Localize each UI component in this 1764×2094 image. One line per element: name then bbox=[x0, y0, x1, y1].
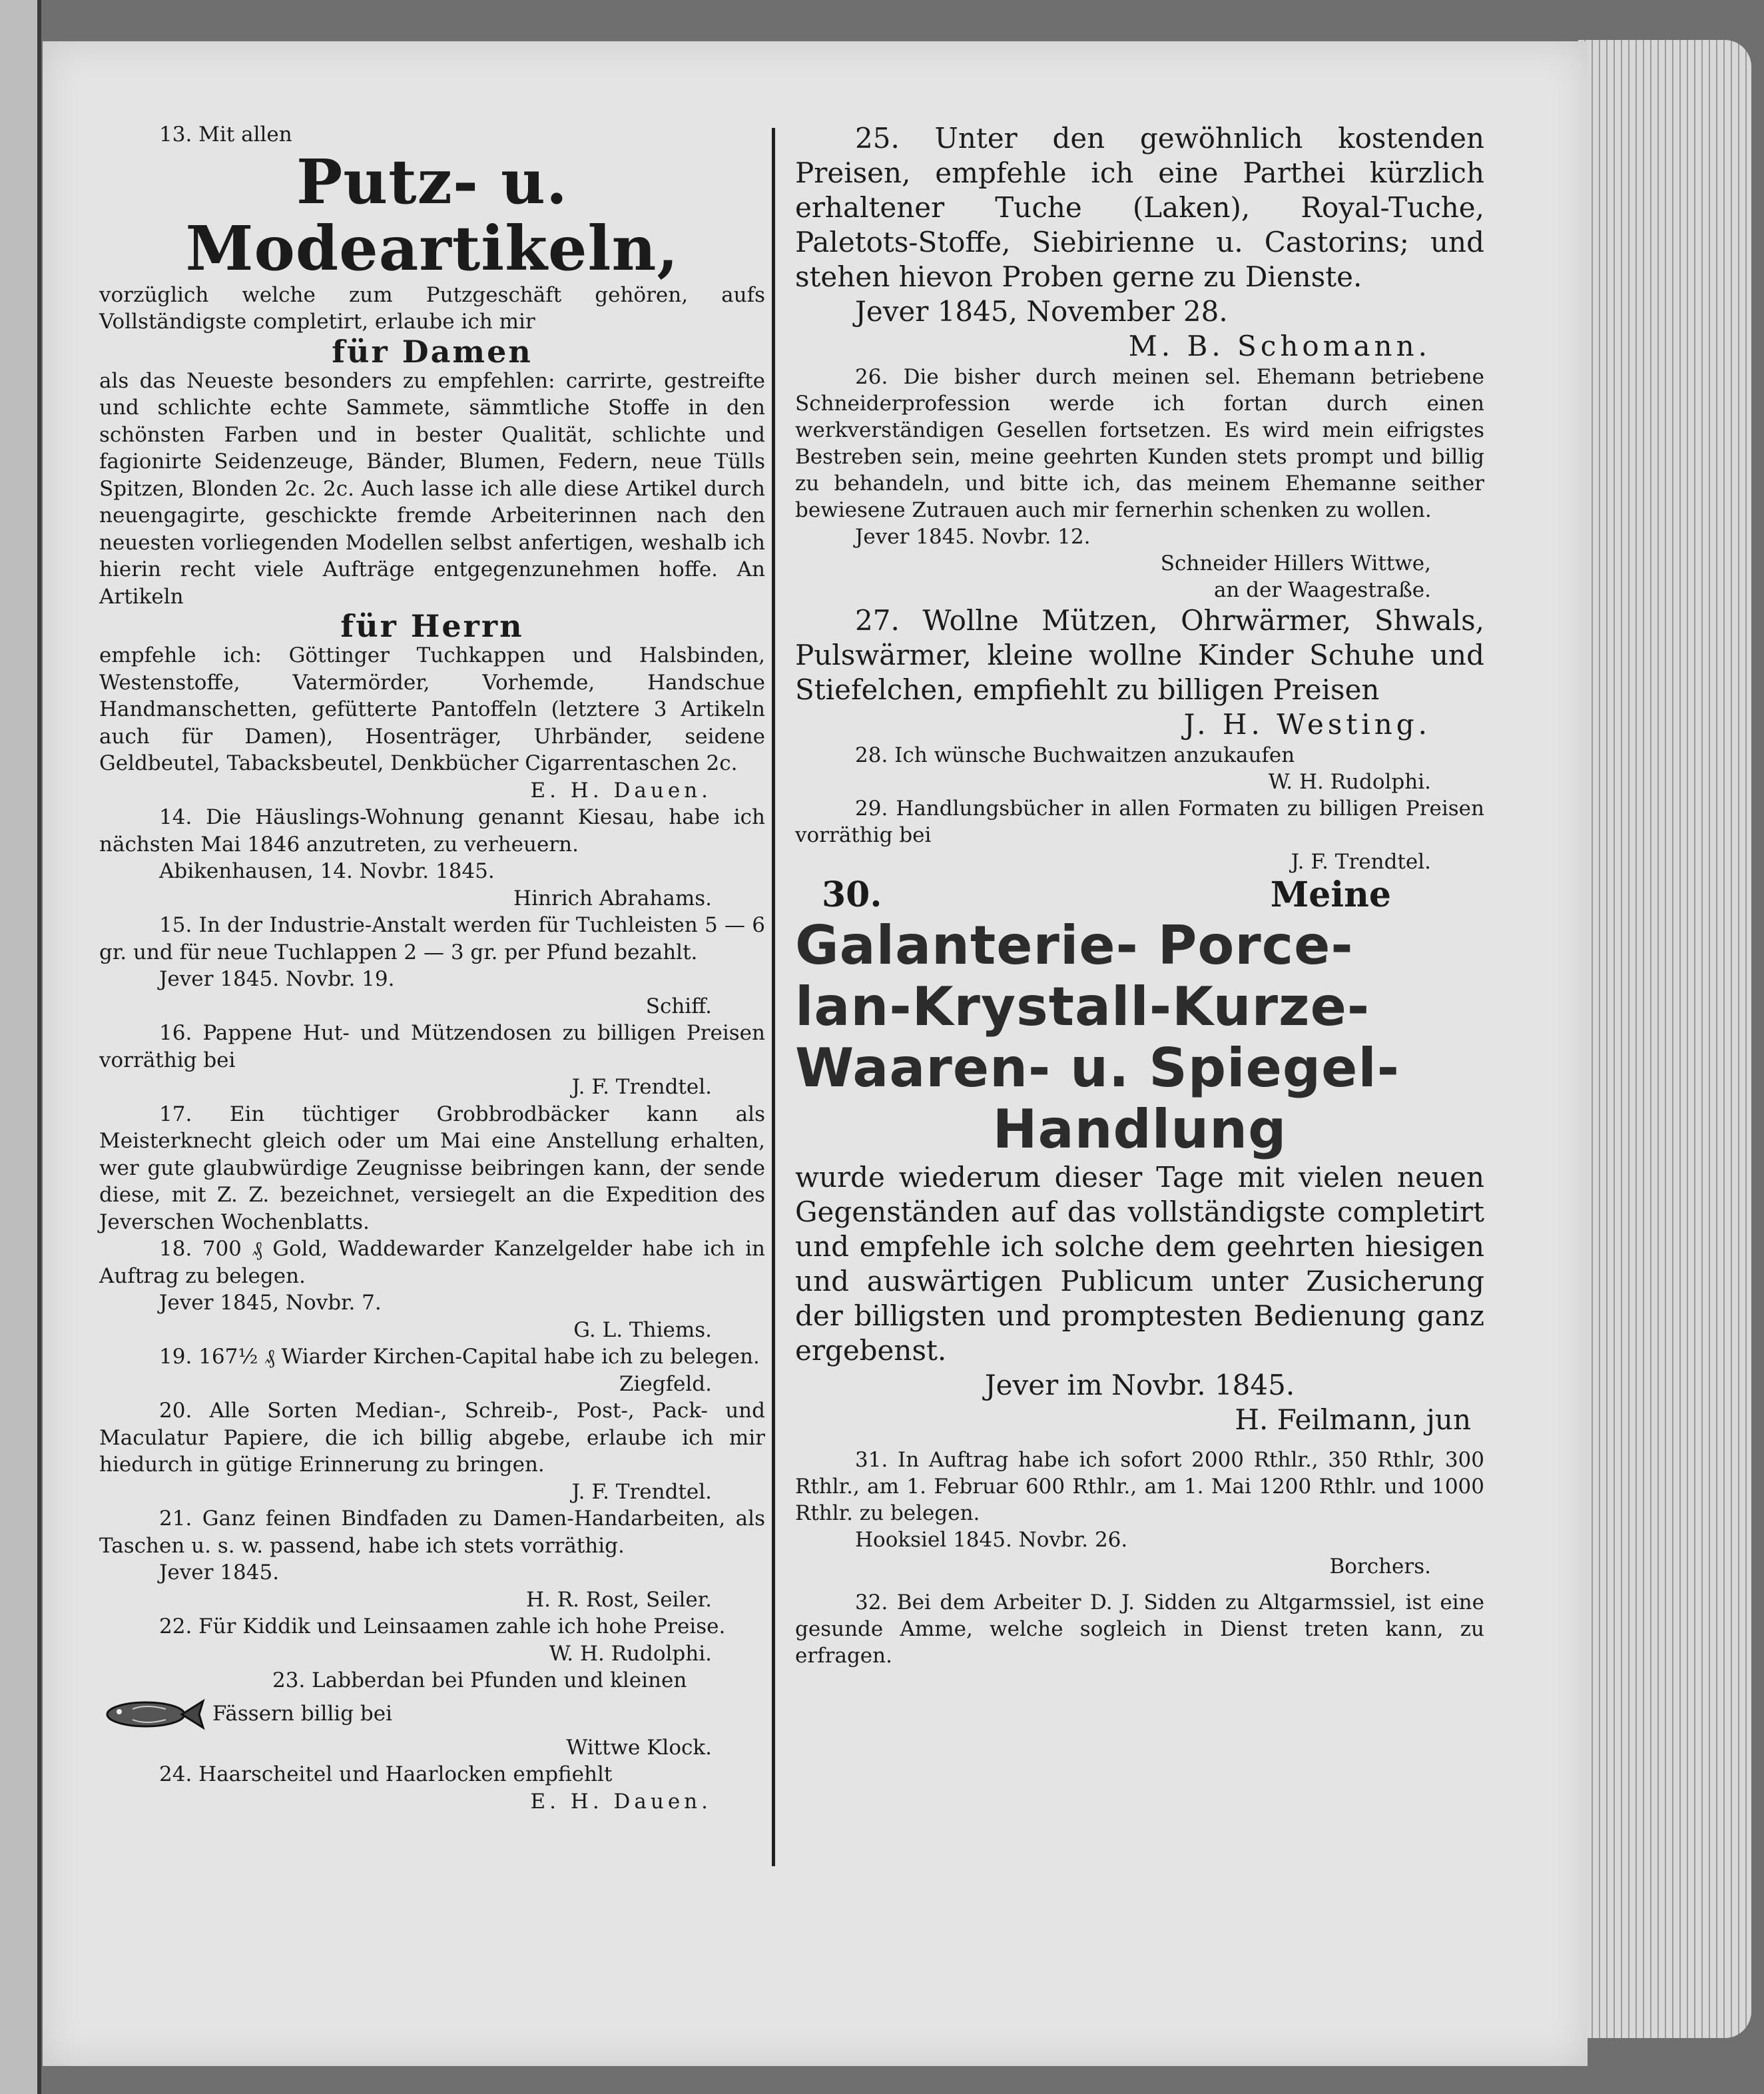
ad-21-signature: H. R. Rost, Seiler. bbox=[526, 1587, 712, 1612]
ad-18-signature: G. L. Thiems. bbox=[573, 1317, 712, 1342]
ad-31-place: Hooksiel 1845. Novbr. 26. bbox=[855, 1528, 1128, 1552]
ad-19-signature: Ziegfeld. bbox=[619, 1371, 712, 1396]
right-column bbox=[795, 121, 1484, 1669]
ad-30-text: wurde wiederum dieser Tage mit vielen neuen Gegenständen auf das vollständigste completirt und empfehle ich solche dem geehrten hiesigen und auswärtigen Publicum unter Zusicherung der billigsten und promptesten Bedienung ganz ergebenst. bbox=[795, 1161, 1484, 1367]
ad-19-text: 19. 167½ ₰ Wiarder Kirchen-Capital habe ich zu belegen. bbox=[159, 1345, 760, 1369]
ad-30-title-line-1: Galanterie- Porce- bbox=[795, 914, 1354, 976]
ad-18-place: Jever 1845, Novbr. 7. bbox=[159, 1291, 382, 1315]
ad-26-signature-1: Schneider Hillers Wittwe, bbox=[1160, 551, 1431, 575]
ad-25-signature: M. B. Schomann. bbox=[1128, 330, 1431, 362]
ad-22-text: 22. Für Kiddik und Leinsaamen zahle ich hohe Preise. bbox=[159, 1614, 726, 1638]
ad-29-text: 29. Handlungsbücher in allen Formaten zu billigen Preisen vorräthig bei bbox=[795, 797, 1484, 847]
ad-21-place: Jever 1845. bbox=[159, 1561, 280, 1584]
ad-32-text: 32. Bei dem Arbeiter D. J. Sidden zu Altgarmssiel, ist eine gesunde Amme, welche sogleich in Dienst treten kann, zu erfragen. bbox=[795, 1590, 1484, 1668]
ad-31-text: 31. In Auftrag habe ich sofort 2000 Rthlr., 350 Rthlr, 300 Rthlr., am 1. Februar 600 Rthlr., am 1. Mai 1200 Rthlr. und 1000 Rthlr. zu belegen. bbox=[795, 1448, 1484, 1525]
ad-13-text-2: als das Neueste besonders zu empfehlen: carrirte, gestreifte und schlichte echte Sammete, sämmtliche Stoffe in den schönsten Farben und in bester Qualität, schlichte und fagionirte Seidenzeuge, Bänder, Blumen, Federn, neue Tülls Spitzen, Blonden 2c. 2c. Auch lasse ich alle diese Artikel durch neuengagirte, geschickte fremde Arbeiterinnen nach den neuesten vorliegenden Modellen selbst anfertigen, weshalb ich hierin recht viele Aufträge entgegenzunehmen hoffe. An Artikeln bbox=[99, 368, 765, 609]
ad-30-number: 30. bbox=[822, 874, 882, 915]
ad-23-line-2-row bbox=[99, 1694, 765, 1734]
ad-13-headline: Putz- u. Modeartikeln, bbox=[185, 145, 679, 284]
ad-30-signature: H. Feilmann, jun bbox=[1235, 1403, 1471, 1436]
ad-28-signature: W. H. Rudolphi. bbox=[1268, 770, 1431, 794]
ad-13-intro: 13. Mit allen bbox=[159, 123, 292, 147]
ad-26-signature-2: an der Waagestraße. bbox=[1213, 578, 1431, 602]
ad-24-text: 24. Haarscheitel und Haarlocken empfiehlt bbox=[159, 1762, 613, 1786]
ad-18-text: 18. 700 ₰ Gold, Waddewarder Kanzelgelder habe ich in Auftrag zu belegen. bbox=[99, 1237, 765, 1288]
ad-16-signature: J. F. Trendtel. bbox=[571, 1075, 712, 1099]
newspaper-page bbox=[43, 41, 1588, 2066]
ad-20-text: 20. Alle Sorten Median-, Schreib-, Post-, Pack- und Maculatur Papiere, die ich billig abgebe, erlaube ich mir hiedurch in gütige Erinnerung zu bringen. bbox=[99, 1399, 765, 1477]
ad-15-place: Jever 1845. Novbr. 19. bbox=[159, 967, 395, 991]
ad-28-text: 28. Ich wünsche Buchwaitzen anzukaufen bbox=[855, 743, 1295, 767]
left-column bbox=[99, 121, 765, 1815]
ad-17-text: 17. Ein tüchtiger Grobbrodbäcker kann als Meisterknecht gleich oder um Mai eine Anstellung erhalten, wer gute glaubwürdige Zeugnisse beibringen kann, der sende diese, mit Z. Z. bezeichnet, versiegelt an die Expedition des Jeverschen Wochenblatts. bbox=[99, 1102, 765, 1234]
ad-25-place: Jever 1845, November 28. bbox=[855, 295, 1228, 328]
ad-13-text-1: vorzüglich welche zum Putzgeschäft gehören, aufs Vollständigste completirt, erlaube ich mir bbox=[99, 282, 765, 334]
ad-27-signature: J. H. Westing. bbox=[1183, 708, 1431, 741]
ad-20-signature: J. F. Trendtel. bbox=[571, 1479, 712, 1504]
column-divider bbox=[772, 128, 775, 1866]
ad-14-text: 14. Die Häuslings-Wohnung genannt Kiesau, habe ich nächsten Mai 1846 anzutreten, zu verheuern. bbox=[99, 805, 765, 857]
ad-13-text-3: empfehle ich: Göttinger Tuchkappen und Halsbinden, Westenstoffe, Vatermörder, Vorhemde, Handschue Handmanschetten, gefütterte Pantoffeln (letztere 3 Artikeln auch für Damen), Hosenträger, Uhrbänder, seidene Geldbeutel, Tabacksbeutel, Denkbücher Cigarrentaschen 2c. bbox=[99, 643, 765, 775]
ad-15-signature: Schiff. bbox=[645, 994, 712, 1018]
ad-30-title-line-2: lan-Krystall-Kurze- bbox=[795, 976, 1370, 1038]
ad-24-signature: E. H. Dauen. bbox=[530, 1789, 712, 1814]
ad-22-signature: W. H. Rudolphi. bbox=[549, 1641, 712, 1666]
ad-13-damen: für Damen bbox=[332, 333, 533, 370]
ad-30-title-line-3: Waaren- u. Spiegel- bbox=[795, 1037, 1400, 1099]
ad-30-heading bbox=[795, 875, 1484, 915]
ad-30-word: Meine bbox=[1270, 874, 1391, 915]
page-edges bbox=[1578, 40, 1751, 2038]
ad-31-signature: Borchers. bbox=[1329, 1555, 1431, 1578]
ad-25-text: 25. Unter den gewöhnlich kostenden Preisen, empfehle ich eine Parthei kürzlich erhaltener Tuche (Laken), Royal-Tuche, Paletots-Stoffe, Siebirienne u. Castorins; und stehen hievon Proben gerne zu Dienste. bbox=[795, 122, 1484, 293]
ad-26-place: Jever 1845. Novbr. 12. bbox=[855, 525, 1091, 549]
ad-30-title-line-4: Handlung bbox=[992, 1098, 1287, 1160]
ad-27-text: 27. Wollne Mützen, Ohrwärmer, Shwals, Pulswärmer, kleine wollne Kinder Schuhe und Stiefelchen, empfiehlt zu billigen Preisen bbox=[795, 604, 1484, 706]
ad-14-place: Abikenhausen, 14. Novbr. 1845. bbox=[159, 859, 495, 883]
ad-13-herrn: für Herrn bbox=[340, 608, 524, 644]
ad-23-line-1: 23. Labberdan bei Pfunden und kleinen bbox=[272, 1668, 687, 1692]
ad-23-line-2: Fässern billig bei bbox=[212, 1702, 392, 1726]
ad-14-signature: Hinrich Abrahams. bbox=[513, 886, 712, 910]
left-page-margin bbox=[0, 0, 41, 2094]
ad-13-signature: E. H. Dauen. bbox=[530, 778, 712, 803]
ad-15-text: 15. In der Industrie-Anstalt werden für Tuchleisten 5 — 6 gr. und für neue Tuchlappen 2 — 3 gr. per Pfund bezahlt. bbox=[99, 913, 765, 964]
ad-21-text: 21. Ganz feinen Bindfaden zu Damen-Handarbeiten, als Taschen u. s. w. passend, habe ich stets vorräthig. bbox=[99, 1507, 765, 1558]
ad-29-signature: J. F. Trendtel. bbox=[1291, 850, 1431, 874]
ad-30-place: Jever im Novbr. 1845. bbox=[984, 1369, 1295, 1401]
fish-icon bbox=[99, 1694, 206, 1734]
ad-26-text: 26. Die bisher durch meinen sel. Ehemann betriebene Schneiderprofession werde ich fortan durch einen werkverständigen Gesellen fortsetzen. Es wird mein eifrigstes Bestreben sein, meine geehrten Kunden stets prompt und billig zu behandeln, und bitte ich, das meinem Ehemanne seither bewiesene Zutrauen auch mir fernerhin schenken zu wollen. bbox=[795, 365, 1484, 522]
ad-23-signature: Wittwe Klock. bbox=[566, 1735, 712, 1760]
ad-16-text: 16. Pappene Hut- und Mützendosen zu billigen Preisen vorräthig bei bbox=[99, 1021, 765, 1072]
